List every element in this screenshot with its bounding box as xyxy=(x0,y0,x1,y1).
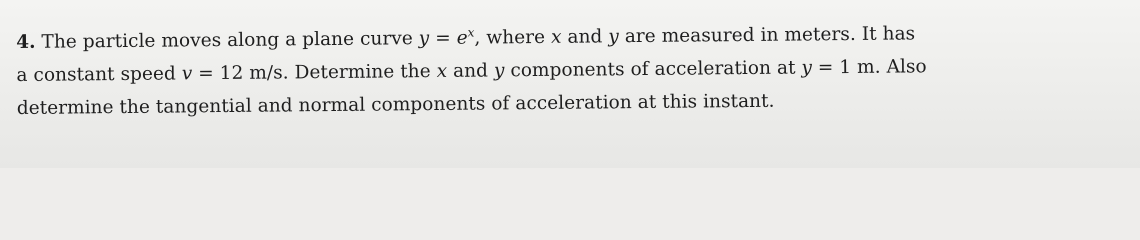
problem-line-3: determine the tangential and normal components of acceleration at this instant. xyxy=(16,90,775,119)
line2-text-1: a constant speed xyxy=(16,63,182,86)
variable-v: v xyxy=(181,63,193,85)
exponent-x: x xyxy=(467,25,475,40)
line2-text-2: = 12 m/s. Determine the xyxy=(192,60,437,85)
line1-text-1: The particle moves along a plane curve xyxy=(35,28,419,53)
line1-text-3: , where xyxy=(474,26,552,49)
variable-y: y xyxy=(493,60,505,82)
line2-text-4: components of acceleration at xyxy=(504,57,802,82)
variable-x: x xyxy=(436,60,448,82)
variable-y: y xyxy=(801,57,813,79)
variable-y: y xyxy=(608,26,619,48)
line2-text-5: = 1 m. Also xyxy=(811,56,927,79)
line2-text-3: and xyxy=(447,60,495,82)
line1-equals: = xyxy=(429,27,457,50)
line1-text-5: are measured in meters. It has xyxy=(618,23,916,48)
line1-text-4: and xyxy=(561,26,609,48)
problem-number: 4. xyxy=(16,31,36,53)
exponential-base: e xyxy=(456,27,468,49)
variable-x: x xyxy=(550,26,562,48)
problem-statement xyxy=(16,15,1127,125)
variable-y: y xyxy=(418,28,430,50)
